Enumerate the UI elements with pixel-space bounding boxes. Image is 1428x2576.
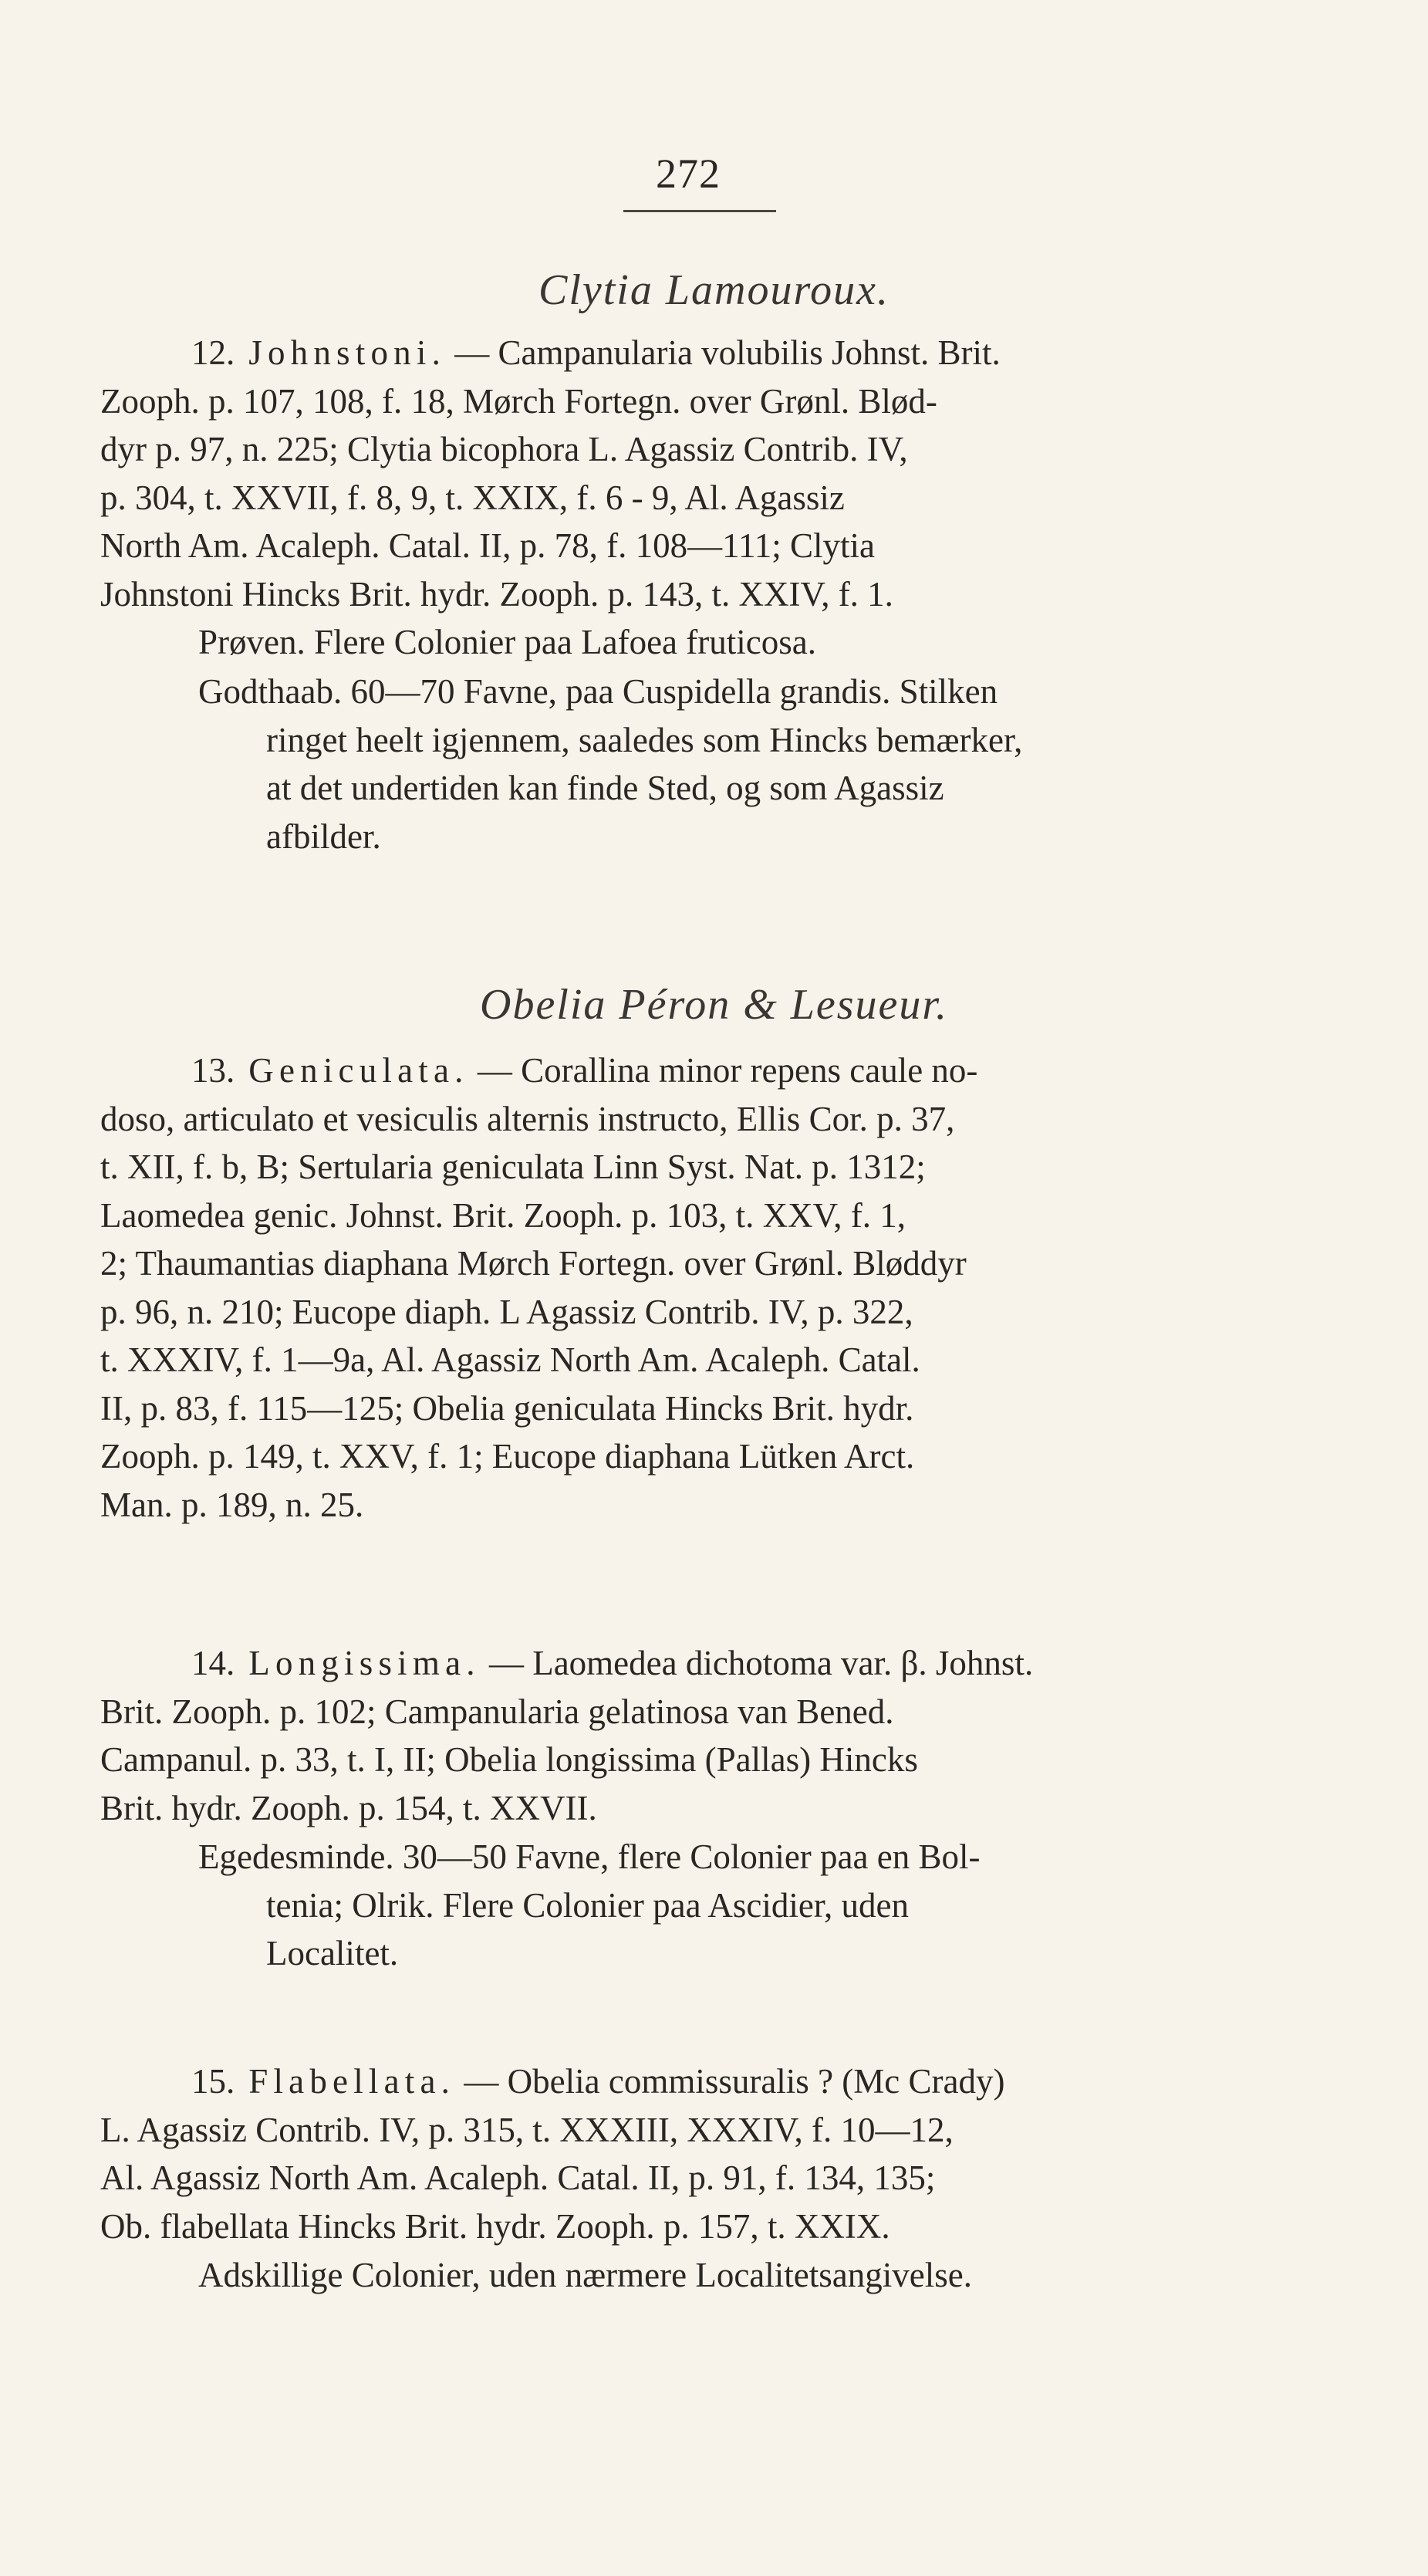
entry-first-line	[100, 2057, 1292, 2106]
genus-heading-obelia: Obelia Péron & Lesueur.	[480, 981, 948, 1029]
synonymy-line: Zooph. p. 149, t. XXV, f. 1; Eucope diaphana Lütken Arct.	[100, 1437, 915, 1476]
synonymy-line: Laomedea genic. Johnst. Brit. Zooph. p. 103, t. XXV, f. 1,	[100, 1195, 906, 1235]
locality-line: tenia; Olrik. Flere Colonier paa Ascidier, uden	[266, 1885, 909, 1925]
species-name: Flabellata.	[248, 2062, 456, 2101]
species-number: 12.	[191, 333, 235, 372]
synonymy-line: Al. Agassiz North Am. Acaleph. Catal. II, p. 91, f. 134, 135;	[100, 2158, 936, 2197]
synonymy-line: — Campanularia volubilis Johnst. Brit.	[454, 333, 1001, 372]
synonymy-line: L. Agassiz Contrib. IV, p. 315, t. XXXIII, XXXIV, f. 10—12,	[100, 2110, 954, 2149]
species-entry-14	[100, 1639, 1292, 1832]
synonymy-line: p. 96, n. 210; Eucope diaph. L Agassiz Contrib. IV, p. 322,	[100, 1292, 913, 1331]
locality-line: Egedesminde. 30—50 Favne, flere Colonier paa en Bol-	[198, 1837, 981, 1876]
synonymy-line: Ob. flabellata Hincks Brit. hydr. Zooph. p. 157, t. XXIX.	[100, 2206, 890, 2246]
synonymy-line: doso, articulato et vesiculis alternis instructo, Ellis Cor. p. 37,	[100, 1099, 955, 1138]
synonymy-line: t. XII, f. b, B; Sertularia geniculata Linn Syst. Nat. p. 1312;	[100, 1148, 926, 1186]
synonymy-line: — Obelia commissuralis ? (Mc Crady)	[464, 2062, 1005, 2101]
locality-note	[198, 2251, 1292, 2300]
synonymy-line: p. 304, t. XXVII, f. 8, 9, t. XXIX, f. 6 - 9, Al. Agassiz	[100, 478, 845, 517]
synonymy-line: Man. p. 189, n. 25.	[100, 1485, 364, 1524]
locality-line: Prøven. Flere Colonier paa Lafoea fruticosa.	[198, 623, 816, 661]
locality-line: ringet heelt igjennem, saaledes som Hincks bemærker,	[266, 720, 1023, 759]
synonymy-line: — Corallina minor repens caule no-	[477, 1051, 978, 1090]
synonymy-line: II, p. 83, f. 115—125; Obelia geniculata Hincks Brit. hydr.	[100, 1388, 914, 1428]
synonymy-line: Campanul. p. 33, t. I, II; Obelia longissima (Pallas) Hincks	[100, 1740, 918, 1779]
synonymy-line: North Am. Acaleph. Catal. II, p. 78, f. 108—111; Clytia	[100, 526, 876, 565]
synonymy-line: Johnstoni Hincks Brit. hydr. Zooph. p. 143, t. XXIV, f. 1.	[100, 574, 893, 614]
synonymy-line: Brit. hydr. Zooph. p. 154, t. XXVII.	[100, 1788, 597, 1827]
species-name: Longissima.	[248, 1644, 481, 1682]
species-number: 13.	[191, 1051, 235, 1090]
genus-heading-clytia: Clytia Lamouroux.	[538, 266, 890, 314]
locality-line: Localitet.	[266, 1934, 399, 1973]
locality-line: Godthaab. 60—70 Favne, paa Cuspidella grandis. Stilken	[198, 672, 998, 711]
species-name: Geniculata.	[248, 1051, 469, 1090]
synonymy-line: dyr p. 97, n. 225; Clytia bicophora L. Agassiz Contrib. IV,	[100, 430, 908, 468]
species-entry-15	[100, 2057, 1292, 2250]
locality-note	[198, 668, 1292, 860]
synonymy-line: 2; Thaumantias diaphana Mørch Fortegn. over Grønl. Bløddyr	[100, 1244, 967, 1283]
synonymy-line: Zooph. p. 107, 108, f. 18, Mørch Fortegn. over Grønl. Blød-	[100, 381, 937, 421]
species-name: Johnstoni.	[248, 333, 447, 372]
entry-first-line	[100, 329, 1292, 377]
locality-line: afbilder.	[266, 816, 381, 856]
species-entry-13	[100, 1046, 1292, 1529]
species-entry-12	[100, 329, 1292, 618]
species-number: 14.	[191, 1644, 235, 1682]
synonymy-line: t. XXXIV, f. 1—9a, Al. Agassiz North Am. Acaleph. Catal.	[100, 1340, 920, 1379]
page-number-rule	[623, 210, 776, 212]
species-number: 15.	[191, 2062, 235, 2101]
entry-first-line	[100, 1639, 1292, 1688]
page-number: 272	[656, 150, 721, 197]
synonymy-line: Brit. Zooph. p. 102; Campanularia gelatinosa van Bened.	[100, 1692, 894, 1731]
locality-note	[198, 618, 1292, 667]
locality-note	[198, 1833, 1292, 1978]
entry-first-line	[100, 1046, 1292, 1095]
locality-line: at det undertiden kan finde Sted, og som Agassiz	[266, 769, 944, 807]
synonymy-line: — Laomedea dichotoma var. β. Johnst.	[488, 1644, 1034, 1682]
locality-line: Adskillige Colonier, uden nærmere Localitetsangivelse.	[198, 2256, 972, 2294]
